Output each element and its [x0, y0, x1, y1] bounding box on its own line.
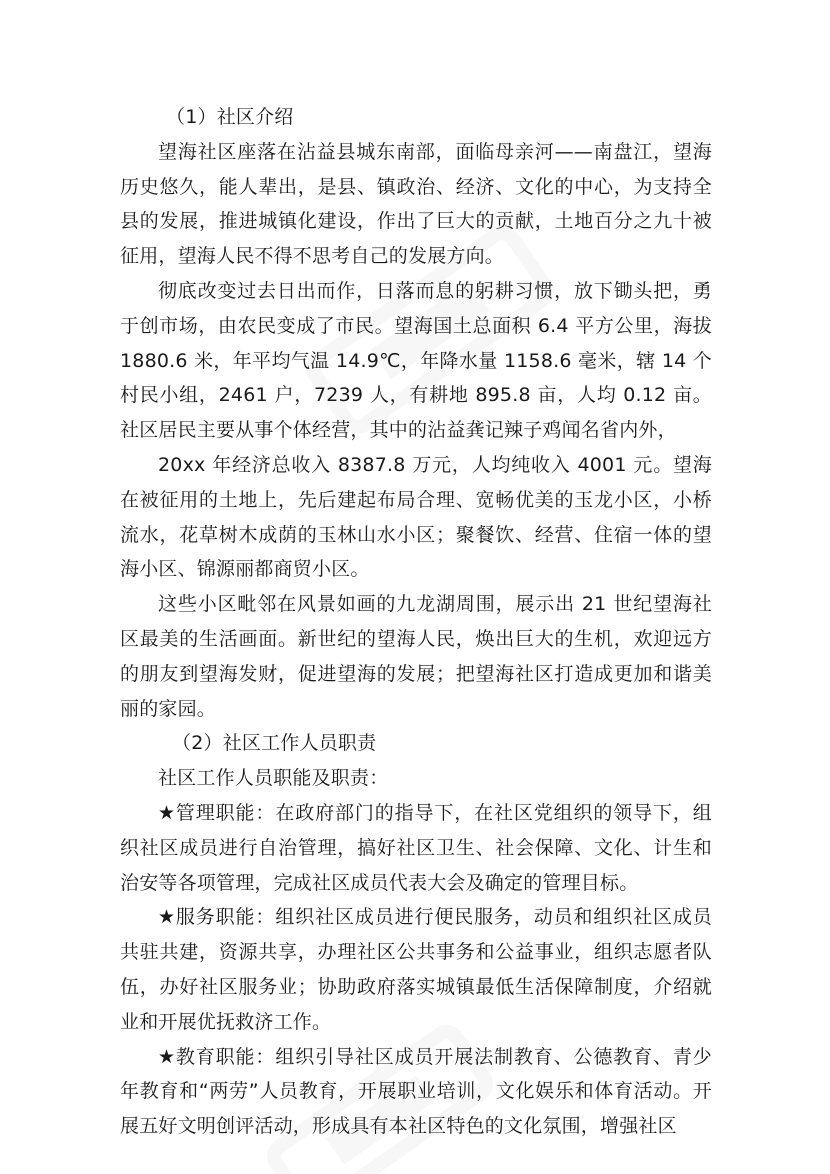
paragraph-service-function: ★服务职能：组织社区成员进行便民服务，动员和组织社区成员共驻共建，资源共享，办理社区公共事务和公益事业，组织志愿者队伍，办好社区服务业；协助政府落实城镇最低生活保障制度，介绍就业和开展优抚救济工作。: [120, 906, 712, 1033]
paragraph-intro-economy: 20xx 年经济总收入 8387.8 万元，人均纯收入 4001 元。望海在被征用的土地上，先后建起布局合理、宽畅优美的玉龙小区，小桥流水，花草树木成荫的玉林山水小区；聚餐饮、经营、住宿一体的望海小区、锦源丽都商贸小区。: [120, 453, 712, 581]
paragraph-intro-statistics: 彻底改变过去日出而作，日落而息的躬耕习惯，放下锄头把，勇于创市场，由农民变成了市民。望海国土总面积 6.4 平方公里，海拔 1880.6 米，年平均气温 14.9℃，年降水量 1158.6 毫米，辖 14 个村民小组，2461 户，7239 人，有耕地 895.8 亩，人均 0.12 亩。社区居民主要从事个体经营，其中的沾益龚记辣子鸡闻名省内外，: [120, 279, 712, 442]
paragraph-duties-intro: 社区工作人员职能及职责：: [158, 767, 389, 790]
document-body: [120, 100, 712, 1144]
paragraph-intro-location: 望海社区座落在沾益县城东南部，面临母亲河——南盘江，望海历史悠久，能人辈出，是县、镇政治、经济、文化的中心，为支持全县的发展，推进城镇化建设，作出了巨大的贡献，土地百分之九十被征用，望海人民不得不思考自己的发展方向。: [120, 140, 712, 268]
section-heading-community-intro: （1）社区介绍: [166, 106, 294, 128]
paragraph-education-function: ★教育职能：组织引导社区成员开展法制教育、公德教育、青少年教育和“两劳”人员教育，开展职业培训，文化娱乐和体育活动。开展五好文明创评活动，形成具有本社区特色的文化氛围，增强社区: [120, 1045, 712, 1138]
paragraph-intro-vision: 这些小区毗邻在风景如画的九龙湖周围，展示出 21 世纪望海社区最美的生活画面。新世纪的望海人民，焕出巨大的生机，欢迎远方的朋友到望海发财，促进望海的发展；把望海社区打造成更加和谐美丽的家园。: [120, 593, 712, 720]
section-heading-staff-duties: （2）社区工作人员职责: [172, 732, 377, 755]
paragraph-management-function: ★管理职能：在政府部门的指导下，在社区党组织的领导下，组织社区成员进行自治管理，搞好社区卫生、社会保障、文化、计生和治安等各项管理，完成社区成员代表大会及确定的管理目标。: [120, 801, 712, 894]
